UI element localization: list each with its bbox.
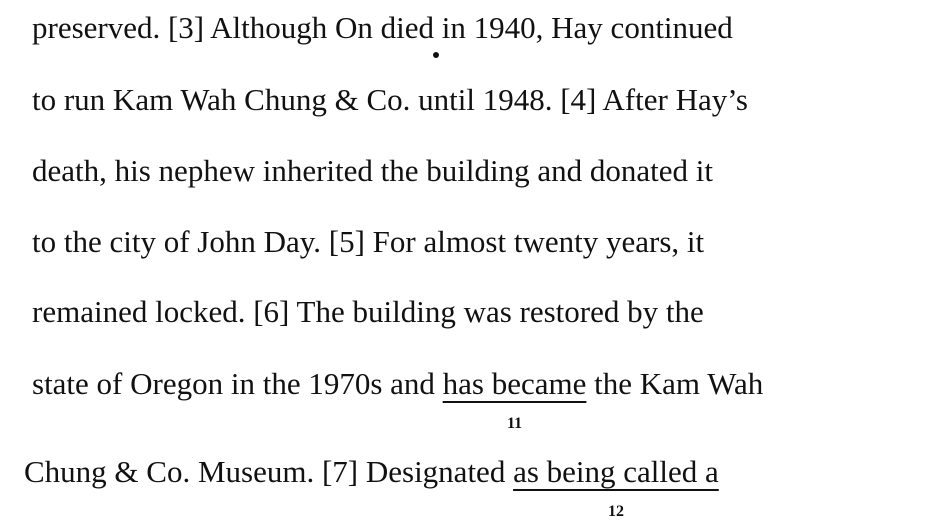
- ink-speck: [433, 52, 439, 58]
- line-7-text-before: Chung & Co. Museum. [7] Designated: [24, 454, 514, 489]
- underlined-phrase-12-text: as being called a: [513, 454, 719, 489]
- passage-line-4: to the city of John Day. [5] For almost twenty years, it: [32, 224, 705, 259]
- passage-line-7: [24, 454, 719, 520]
- passage-line-5: remained locked. [6] The building was restored by the: [32, 294, 704, 329]
- line-6-text-after: the Kam Wah: [586, 366, 764, 401]
- passage-line-1: preserved. [3] Although On died in 1940, Hay continued: [32, 10, 733, 45]
- question-number-11: 11: [506, 415, 523, 432]
- passage-line-3: death, his nephew inherited the building and donated it: [32, 153, 713, 188]
- passage-line-6: [32, 366, 764, 432]
- underlined-phrase-11-text: has became: [442, 366, 587, 401]
- passage-line-2: to run Kam Wah Chung & Co. until 1948. [4] After Hay’s: [32, 82, 748, 117]
- line-6-text-before: state of Oregon in the 1970s and: [32, 366, 443, 401]
- question-number-12: 12: [607, 503, 624, 520]
- underlined-phrase-11[interactable]: [442, 366, 587, 432]
- underlined-phrase-12[interactable]: [513, 454, 719, 520]
